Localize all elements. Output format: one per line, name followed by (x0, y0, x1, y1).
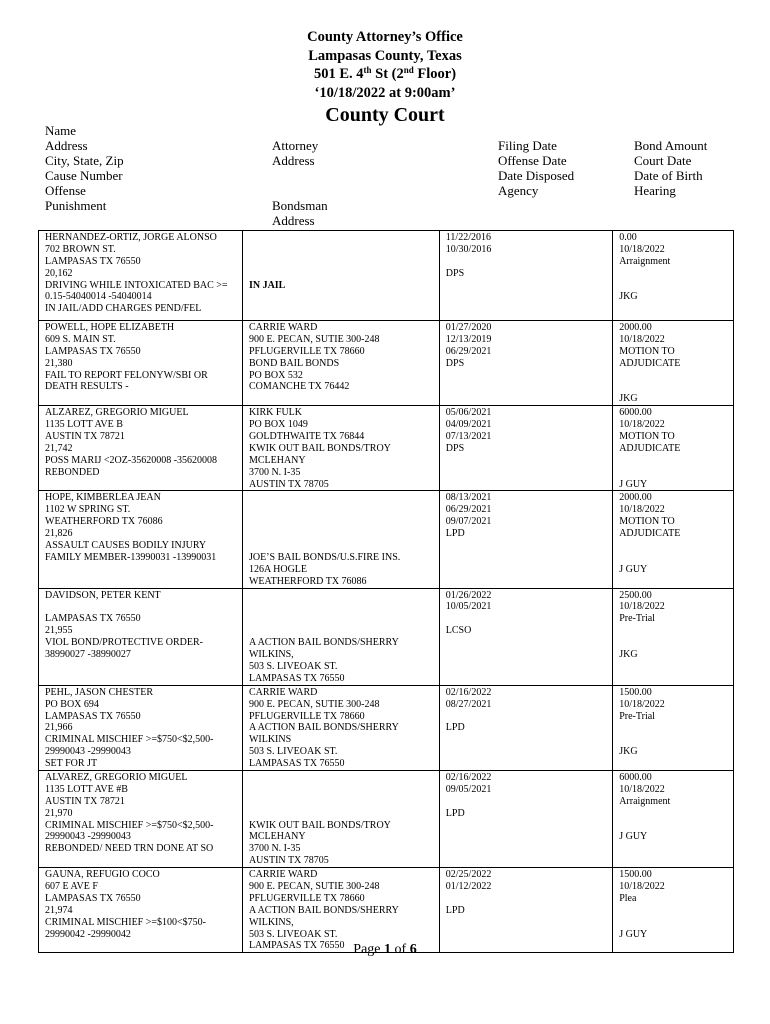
defendant-cell (39, 868, 243, 953)
cell-line: ASSAULT CAUSES BODILY INJURY (45, 540, 207, 552)
address-superscript: nd (403, 65, 414, 75)
table-row (39, 588, 734, 685)
legend-column-bond (634, 138, 707, 198)
legend-column-dates (498, 138, 574, 198)
cell-line: LAMPASAS TX 76550 (45, 345, 141, 357)
cell-line: POWELL, HOPE ELIZABETH (45, 322, 175, 333)
cell-line: 06/29/2021 (445, 504, 492, 516)
cell-line (249, 784, 433, 796)
cell-line: 10/18/2022 (619, 243, 665, 255)
legend-label: Court Date (634, 153, 692, 168)
cell-line: DPS (445, 442, 465, 454)
cell-line: 29990043 -29990043 (45, 746, 131, 758)
cell-line (249, 492, 433, 504)
legend-label: Date of Birth (634, 168, 703, 183)
cell-line: 02/16/2022 (445, 686, 492, 698)
cell-line: KIRK FULK (248, 407, 303, 419)
cell-line: 20,162 (45, 267, 73, 279)
cell-line (619, 268, 727, 280)
cell-line: VIOL BOND/PROTECTIVE ORDER- (45, 637, 203, 649)
cell-line: 10/18/2022 (619, 880, 665, 892)
cell-line: 6000.00 (619, 407, 652, 419)
cell-line: COMANCHE TX 76442 (248, 381, 350, 393)
cell-line: DEATH RESULTS - (45, 381, 129, 393)
cell-line: CRIMINAL MISCHIEF >=$750<$2,500- (45, 734, 214, 746)
legend-label: Hearing (634, 183, 676, 198)
cell-line (45, 601, 236, 613)
cell-line: 01/12/2022 (445, 880, 492, 892)
address-superscript: th (363, 65, 372, 75)
cell-line: 6000.00 (619, 771, 652, 783)
cell-line: DRIVING WHILE INTOXICATED BAC >= (45, 279, 228, 291)
cell-line: 12/13/2019 (445, 333, 492, 345)
cell-line: J GUY (619, 478, 648, 490)
cell-line: HERNANDEZ-ORTIZ, JORGE ALONSO (45, 232, 217, 243)
cell-line (249, 504, 433, 516)
legend-label: Attorney (272, 138, 319, 153)
cell-line: GAUNA, REFUGIO COCO (45, 869, 160, 881)
cell-line: DPS (445, 267, 465, 279)
cell-line: WEATHERFORD TX 76086 (248, 575, 367, 587)
office-title: County Attorney’s Office (307, 29, 463, 45)
cell-line: MOTION TO (619, 516, 675, 528)
attorney-bondsman-cell (242, 321, 439, 406)
cell-line: 38990027 -38990027 (45, 649, 131, 661)
cell-line: 10/18/2022 (619, 333, 665, 345)
defendant-cell (39, 770, 243, 867)
address-part: Floor) (413, 66, 457, 82)
dates-agency-cell (439, 491, 612, 588)
cell-line: Arraignment (619, 255, 671, 267)
cell-line (249, 590, 433, 602)
cell-line: JOE’S BAIL BONDS/U.S.FIRE INS. (248, 551, 401, 563)
cell-line: WILKINS, (248, 649, 294, 661)
cell-line: FAIL TO REPORT FELONYW/SBI OR (45, 369, 208, 381)
defendant-cell (39, 231, 243, 321)
cell-line: 3700 N. I-35 (248, 843, 301, 855)
cell-line: JKG (619, 291, 638, 303)
cell-line (249, 256, 433, 268)
cell-line (249, 808, 433, 820)
cell-line (249, 772, 433, 784)
cell-line (619, 381, 727, 393)
cell-line: Pre-Trial (619, 710, 655, 722)
legend-label: Name (45, 123, 77, 138)
cell-line (249, 244, 433, 256)
legend-label: Punishment (45, 198, 107, 213)
dates-agency-cell (439, 321, 612, 406)
cell-line: 2500.00 (619, 589, 652, 601)
legend-label: Address (45, 138, 88, 153)
cell-line: J GUY (619, 563, 648, 575)
legend-label: Bondsman (272, 198, 328, 213)
docket-table (38, 230, 734, 953)
bond-hearing-cell (613, 321, 734, 406)
office-address (0, 65, 770, 84)
cell-line: JKG (619, 649, 638, 661)
cell-line: PO BOX 1049 (248, 419, 308, 431)
cell-line: 21,970 (45, 807, 73, 819)
cell-line: POSS MARIJ <2OZ-35620008 -35620008 (45, 454, 218, 466)
cell-line: 10/18/2022 (619, 504, 665, 516)
cell-line: PFLUGERVILLE TX 78660 (248, 710, 365, 722)
dates-agency-cell (439, 770, 612, 867)
cell-line: J GUY (619, 928, 648, 940)
bond-hearing-cell (613, 588, 734, 685)
cell-line: Plea (619, 892, 637, 904)
cell-line: PO BOX 694 (45, 698, 99, 710)
legend-label: Agency (498, 183, 539, 198)
cell-line: KWIK OUT BAIL BONDS/TROY (248, 442, 391, 454)
defendant-cell (39, 406, 243, 491)
cell-line: 1135 LOTT AVE #B (45, 783, 128, 795)
cell-line: 09/07/2021 (445, 516, 492, 528)
attorney-bondsman-cell (242, 406, 439, 491)
bond-hearing-cell (613, 406, 734, 491)
cell-line: 900 E. PECAN, SUTIE 300-248 (248, 333, 380, 345)
defendant-cell (39, 321, 243, 406)
document-header (0, 28, 770, 127)
cell-line: AUSTIN TX 78705 (248, 855, 329, 867)
cell-line: 503 S. LIVEOAK ST. (248, 660, 338, 672)
cell-line: 06/29/2021 (445, 345, 492, 357)
cell-line: 1500.00 (619, 686, 652, 698)
bond-hearing-cell (613, 685, 734, 770)
cell-line: A ACTION BAIL BONDS/SHERRY (248, 722, 399, 734)
cell-line (619, 820, 727, 832)
cell-line: SET FOR JT (45, 758, 98, 770)
cell-line: 08/27/2021 (445, 698, 492, 710)
cell-line: IN JAIL/ADD CHARGES PEND/FEL (45, 303, 202, 315)
cell-line: LPD (445, 722, 465, 734)
cell-line: LAMPASAS TX 76550 (248, 672, 345, 684)
attorney-bondsman-cell (242, 770, 439, 867)
bond-hearing-cell (613, 868, 734, 953)
cell-line (619, 734, 727, 746)
legend-label (272, 168, 328, 183)
table-row (39, 770, 734, 867)
cell-line: 21,955 (45, 625, 73, 637)
cell-line (249, 613, 433, 625)
cell-line: LAMPASAS TX 76550 (45, 710, 141, 722)
cell-line: 29990043 -29990043 (45, 831, 131, 843)
cell-line (619, 552, 727, 564)
cell-line: DAVIDSON, PETER KENT (45, 589, 161, 601)
cell-line: AUSTIN TX 78721 (45, 795, 125, 807)
cell-line: LAMPASAS TX 76550 (45, 255, 141, 267)
cell-line: 2000.00 (619, 322, 652, 333)
cell-line: 1102 W SPRING ST. (45, 504, 131, 516)
cell-line: Pre-Trial (619, 613, 655, 625)
cell-line (249, 232, 433, 244)
cell-line: 02/16/2022 (445, 771, 492, 783)
cell-line: 01/27/2020 (445, 322, 492, 333)
cell-line (619, 467, 727, 479)
cell-line (446, 613, 606, 625)
cell-line: WEATHERFORD TX 76086 (45, 516, 163, 528)
cell-line: A ACTION BAIL BONDS/SHERRY (248, 637, 399, 649)
legend-label: Offense Date (498, 153, 567, 168)
legend-label: Cause Number (45, 168, 123, 183)
cell-line: 2000.00 (619, 492, 652, 504)
page-number: 1 (384, 942, 392, 957)
dates-agency-cell (439, 231, 612, 321)
cell-line: 05/06/2021 (445, 407, 492, 419)
dates-agency-cell (439, 588, 612, 685)
cell-line: MCLEHANY (248, 454, 306, 466)
cell-line (619, 280, 727, 292)
cell-line (619, 905, 727, 917)
cell-line: CARRIE WARD (248, 322, 318, 333)
cell-line: 607 E AVE F (45, 880, 98, 892)
cell-line: A ACTION BAIL BONDS/SHERRY (248, 904, 399, 916)
cell-line: DPS (445, 357, 465, 369)
cell-line: ALVAREZ, GREGORIO MIGUEL (45, 771, 188, 783)
cell-line: ADJUDICATE (619, 357, 681, 369)
cell-line: CRIMINAL MISCHIEF >=$750<$2,500- (45, 819, 214, 831)
attorney-bondsman-cell (242, 685, 439, 770)
cell-line: 126A HOGLE (248, 563, 308, 575)
defendant-cell (39, 588, 243, 685)
cell-line: ADJUDICATE (619, 528, 681, 540)
cell-line: CARRIE WARD (248, 686, 318, 698)
cell-line: BOND BAIL BONDS (248, 357, 340, 369)
bond-hearing-cell (613, 231, 734, 321)
county-title: Lampasas County, Texas (308, 47, 462, 64)
cell-line: 10/18/2022 (619, 601, 665, 613)
cell-line: 08/13/2021 (445, 492, 492, 504)
attorney-bondsman-cell (242, 491, 439, 588)
cell-line: Arraignment (619, 795, 671, 807)
cell-line: 21,826 (45, 528, 73, 540)
cell-line (619, 370, 727, 382)
cell-line: ADJUDICATE (619, 442, 681, 454)
cell-line: 04/09/2021 (445, 419, 492, 431)
page-total: 6 (409, 942, 417, 957)
cell-line: JKG (619, 746, 638, 758)
cell-line (619, 808, 727, 820)
cell-line: LPD (445, 528, 465, 540)
cell-line: 21,966 (45, 722, 73, 734)
cell-line (249, 796, 433, 808)
cell-line: 3700 N. I-35 (248, 466, 301, 478)
cell-line (249, 516, 433, 528)
table-row (39, 491, 734, 588)
legend-label: Address (272, 213, 315, 228)
cell-line: 10/30/2016 (445, 243, 492, 255)
cell-line: J GUY (619, 831, 648, 843)
cell-line: PFLUGERVILLE TX 78660 (248, 345, 365, 357)
cell-line: CRIMINAL MISCHIEF >=$100<$750- (45, 916, 206, 928)
page-word: Page (353, 942, 381, 957)
cell-line: 10/18/2022 (619, 419, 665, 431)
legend-column-defendant (45, 123, 124, 213)
cell-line: MOTION TO (619, 431, 675, 443)
legend-label: Bond Amount (634, 138, 708, 153)
dates-agency-cell (439, 406, 612, 491)
cell-line: 900 E. PECAN, SUTIE 300-248 (248, 880, 380, 892)
bond-hearing-cell (613, 491, 734, 588)
cell-line: PFLUGERVILLE TX 78660 (248, 892, 365, 904)
table-row (39, 868, 734, 953)
cell-line (249, 540, 433, 552)
cell-line (249, 625, 433, 637)
cell-line: FAMILY MEMBER-13990031 -13990031 (45, 551, 217, 563)
cell-line: 21,974 (45, 904, 73, 916)
cell-line (249, 268, 433, 280)
dates-agency-cell (439, 868, 612, 953)
cell-line: 1135 LOTT AVE B (45, 419, 123, 431)
cell-line: 21,380 (45, 357, 73, 369)
cell-line: 10/05/2021 (445, 601, 492, 613)
cell-line: 0.00 (619, 232, 637, 243)
cell-line: 07/13/2021 (445, 431, 492, 443)
cell-line: 11/22/2016 (445, 232, 491, 243)
cell-line: REBONDED/ NEED TRN DONE AT SO (45, 843, 214, 855)
cell-line: 503 S. LIVEOAK ST. (248, 928, 338, 940)
cell-line: 503 S. LIVEOAK ST. (248, 746, 338, 758)
legend-label: Address (272, 153, 315, 168)
cell-line: WILKINS, (248, 916, 294, 928)
of-word: of (394, 942, 407, 957)
cell-line (249, 528, 433, 540)
attorney-bondsman-cell (242, 588, 439, 685)
table-row (39, 321, 734, 406)
cell-line: 10/18/2022 (619, 698, 665, 710)
cell-line: LAMPASAS TX 76550 (248, 940, 345, 952)
cell-line (619, 625, 727, 637)
court-title: County Court (325, 104, 445, 126)
legend-label: City, State, Zip (45, 153, 124, 168)
cell-line: JKG (619, 393, 638, 405)
legend-label: Offense (45, 183, 86, 198)
cell-line (249, 601, 433, 613)
cell-line: HOPE, KIMBERLEA JEAN (45, 492, 161, 504)
cell-line: PEHL, JASON CHESTER (45, 686, 154, 698)
cell-line: 21,742 (45, 442, 73, 454)
cell-line: 702 BROWN ST. (45, 243, 116, 255)
cell-line: MOTION TO (619, 345, 675, 357)
defendant-cell (39, 491, 243, 588)
table-row (39, 231, 734, 321)
bond-hearing-cell (613, 770, 734, 867)
cell-line (619, 637, 727, 649)
cell-line (619, 540, 727, 552)
attorney-bondsman-cell (242, 231, 439, 321)
cell-line: LCSO (445, 625, 472, 637)
docket-datetime: ‘10/18/2022 at 9:00am’ (314, 84, 456, 101)
cell-line: 1500.00 (619, 869, 652, 881)
cell-line: LPD (445, 904, 465, 916)
address-part: St (2 (371, 66, 404, 82)
address-part: 501 E. 4 (313, 66, 364, 82)
cell-line (446, 256, 606, 268)
cell-line: 01/26/2022 (445, 589, 492, 601)
cell-line: 10/18/2022 (619, 783, 665, 795)
dates-agency-cell (439, 685, 612, 770)
cell-line: GOLDTHWAITE TX 76844 (248, 431, 365, 443)
legend-label (272, 183, 328, 198)
cell-line: 0.15-54040014 -54040014 (45, 291, 152, 303)
cell-line: MCLEHANY (248, 831, 306, 843)
cell-line (619, 917, 727, 929)
docket-table-body (39, 231, 734, 953)
table-row (39, 685, 734, 770)
cell-line: 900 E. PECAN, SUTIE 300-248 (248, 698, 380, 710)
cell-line: AUSTIN TX 78721 (45, 431, 125, 443)
cell-line: WILKINS (248, 734, 292, 746)
cell-line: REBONDED (45, 466, 100, 478)
table-row (39, 406, 734, 491)
cell-line: 609 S. MAIN ST. (45, 333, 116, 345)
cell-line: IN JAIL (248, 279, 286, 291)
cell-line: LAMPASAS TX 76550 (45, 613, 141, 625)
cell-line (446, 711, 606, 723)
cell-line: ALZAREZ, GREGORIO MIGUEL (45, 407, 189, 419)
cell-line: 02/25/2022 (445, 869, 492, 881)
cell-line: PO BOX 532 (248, 369, 303, 381)
legend-column-attorney (272, 138, 328, 228)
cell-line: 09/05/2021 (445, 783, 492, 795)
cell-line: LAMPASAS TX 76550 (248, 758, 345, 770)
cell-line: LPD (445, 807, 465, 819)
cell-line: KWIK OUT BAIL BONDS/TROY (248, 819, 391, 831)
legend-label: Date Disposed (498, 168, 575, 183)
cell-line (446, 893, 606, 905)
page-footer (0, 942, 770, 958)
legend-label: Filing Date (498, 138, 557, 153)
cell-line (446, 796, 606, 808)
attorney-bondsman-cell (242, 868, 439, 953)
cell-line (619, 455, 727, 467)
defendant-cell (39, 685, 243, 770)
cell-line: CARRIE WARD (248, 869, 318, 881)
cell-line: AUSTIN TX 78705 (248, 478, 329, 490)
cell-line: LAMPASAS TX 76550 (45, 892, 141, 904)
cell-line: 29990042 -29990042 (45, 928, 131, 940)
cell-line (619, 722, 727, 734)
